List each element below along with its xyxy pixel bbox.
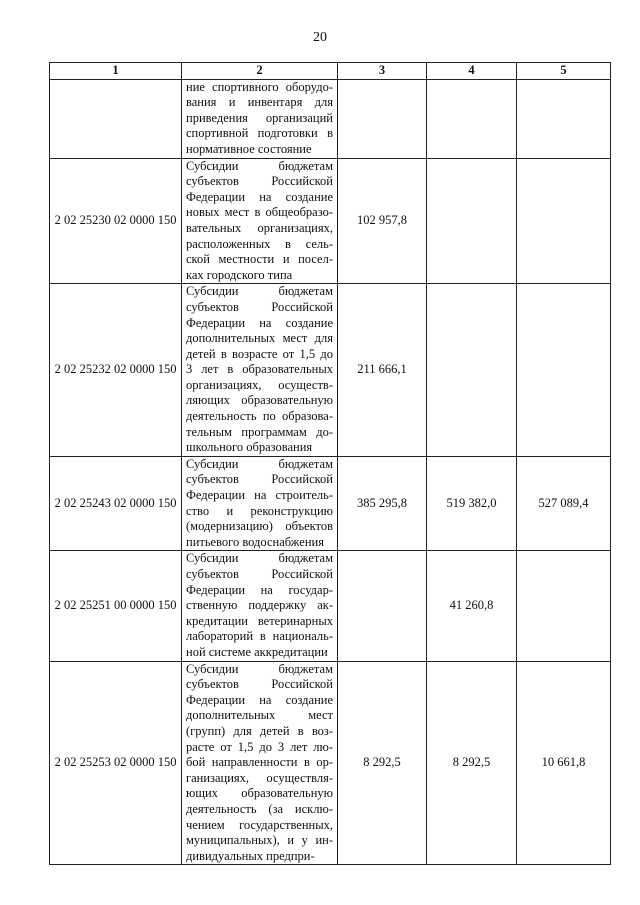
description-line: субъектов Российской — [186, 299, 333, 314]
table-row — [50, 158, 611, 284]
revenue-code-cell: 2 02 25230 02 0000 150 — [50, 158, 182, 284]
description-line: ной системе аккредитации — [186, 644, 328, 659]
revenue-code-cell — [50, 79, 182, 158]
header-col-3: 3 — [338, 63, 427, 80]
description-line: вательных организациях, — [186, 220, 333, 235]
description-line: дополнительных мест — [186, 708, 333, 723]
amount-col-4-cell: 519 382,0 — [427, 456, 517, 551]
amount-col-5-cell — [517, 551, 611, 661]
amount-col-5-cell — [517, 284, 611, 457]
description-line: субъектов Российской — [186, 567, 333, 581]
amount-col-5-cell: 527 089,4 — [517, 456, 611, 551]
description-line: расположенных в сель- — [186, 236, 333, 251]
table-row — [50, 284, 611, 457]
amount-col-4-cell — [427, 79, 517, 158]
description-line: расте от 1,5 до 3 лет лю- — [186, 739, 333, 754]
description-line: деятельность по образова- — [186, 409, 333, 424]
budget-table — [49, 62, 611, 865]
table-row — [50, 661, 611, 865]
description-line: ской местности и посел- — [186, 252, 333, 267]
amount-col-3-cell — [338, 551, 427, 661]
description-line: кредитации ветеринарных — [186, 613, 333, 628]
header-col-2: 2 — [182, 63, 338, 80]
description-line: (модернизацию) объектов — [186, 519, 333, 534]
amount-col-4-cell: 41 260,8 — [427, 551, 517, 661]
description-line: (групп) для детей в воз- — [186, 723, 333, 738]
description-line: школьного образования — [186, 440, 313, 455]
revenue-code-cell: 2 02 25243 02 0000 150 — [50, 456, 182, 551]
description-cell — [182, 661, 338, 865]
amount-col-3-cell: 211 666,1 — [338, 284, 427, 457]
amount-col-4-cell: 8 292,5 — [427, 661, 517, 865]
table-row — [50, 456, 611, 551]
description-line: деятельность (за исклю- — [186, 801, 333, 816]
description-line: субъектов Российской — [186, 472, 333, 487]
revenue-code-cell: 2 02 25232 02 0000 150 — [50, 284, 182, 457]
amount-col-4-cell — [427, 158, 517, 284]
amount-col-3-cell: 385 295,8 — [338, 456, 427, 551]
description-cell — [182, 456, 338, 551]
description-line: ганизациях, осуществля- — [186, 770, 333, 785]
description-line: Субсидии бюджетам — [186, 661, 333, 676]
header-col-1: 1 — [50, 63, 182, 80]
description-line: ство и реконструкцию — [186, 503, 333, 518]
description-line: муниципальных), и у ин- — [186, 833, 333, 848]
description-line: нормативное состояние — [186, 141, 312, 156]
amount-col-5-cell: 10 661,8 — [517, 661, 611, 865]
header-row — [50, 63, 611, 80]
amount-col-5-cell — [517, 158, 611, 284]
description-line: ющих образовательную — [186, 786, 333, 801]
description-line: Субсидии бюджетам — [186, 284, 333, 299]
description-line: Федерации на строитель- — [186, 488, 333, 503]
page-number: 20 — [313, 30, 327, 45]
description-line: Субсидии бюджетам — [186, 456, 333, 471]
description-line: вания и инвентаря для — [186, 95, 333, 110]
amount-col-3-cell — [338, 79, 427, 158]
description-line: дополнительных мест для — [186, 331, 333, 346]
description-line: ках городского типа — [186, 267, 293, 282]
header-col-5: 5 — [517, 63, 611, 80]
amount-col-3-cell: 102 957,8 — [338, 158, 427, 284]
table-row — [50, 551, 611, 661]
description-line: дивидуальных предпри- — [186, 848, 315, 863]
description-line: 3 лет в образовательных — [186, 362, 333, 377]
amount-col-3-cell: 8 292,5 — [338, 661, 427, 865]
description-line: Субсидии бюджетам — [186, 551, 333, 566]
description-line: субъектов Российской — [186, 174, 333, 189]
description-line: лабораторий в националь- — [186, 629, 333, 644]
description-line: тельным программам до- — [186, 424, 333, 439]
description-line: Федерации на создание — [186, 189, 333, 204]
amount-col-4-cell — [427, 284, 517, 457]
description-cell — [182, 551, 338, 661]
description-line: питьевого водоснабжения — [186, 534, 324, 549]
description-cell — [182, 158, 338, 284]
description-line: Федерации на создание — [186, 692, 333, 707]
description-line: детей в возрасте от 1,5 до — [186, 346, 333, 361]
amount-col-5-cell — [517, 79, 611, 158]
description-line: Субсидии бюджетам — [186, 158, 333, 173]
description-cell — [182, 79, 338, 158]
description-line: ляющих образовательную — [186, 393, 333, 408]
description-line: Федерации на государ- — [186, 582, 333, 597]
description-line: приведения организаций — [186, 110, 333, 125]
description-cell — [182, 284, 338, 457]
revenue-code-cell: 2 02 25253 02 0000 150 — [50, 661, 182, 865]
description-line: спортивной подготовки в — [186, 126, 333, 141]
description-line: чением государственных, — [186, 817, 333, 832]
header-col-4: 4 — [427, 63, 517, 80]
description-line: субъектов Российской — [186, 677, 333, 692]
description-line: Федерации на создание — [186, 315, 333, 330]
description-line: организациях, осуществ- — [186, 377, 333, 392]
description-line: ние спортивного оборудо- — [186, 79, 333, 94]
table-row — [50, 79, 611, 158]
description-line: бой направленности в ор- — [186, 755, 333, 770]
revenue-code-cell: 2 02 25251 00 0000 150 — [50, 551, 182, 661]
description-line: ственную поддержку ак- — [186, 598, 333, 613]
description-line: новых мест в общеобразо- — [186, 205, 333, 220]
